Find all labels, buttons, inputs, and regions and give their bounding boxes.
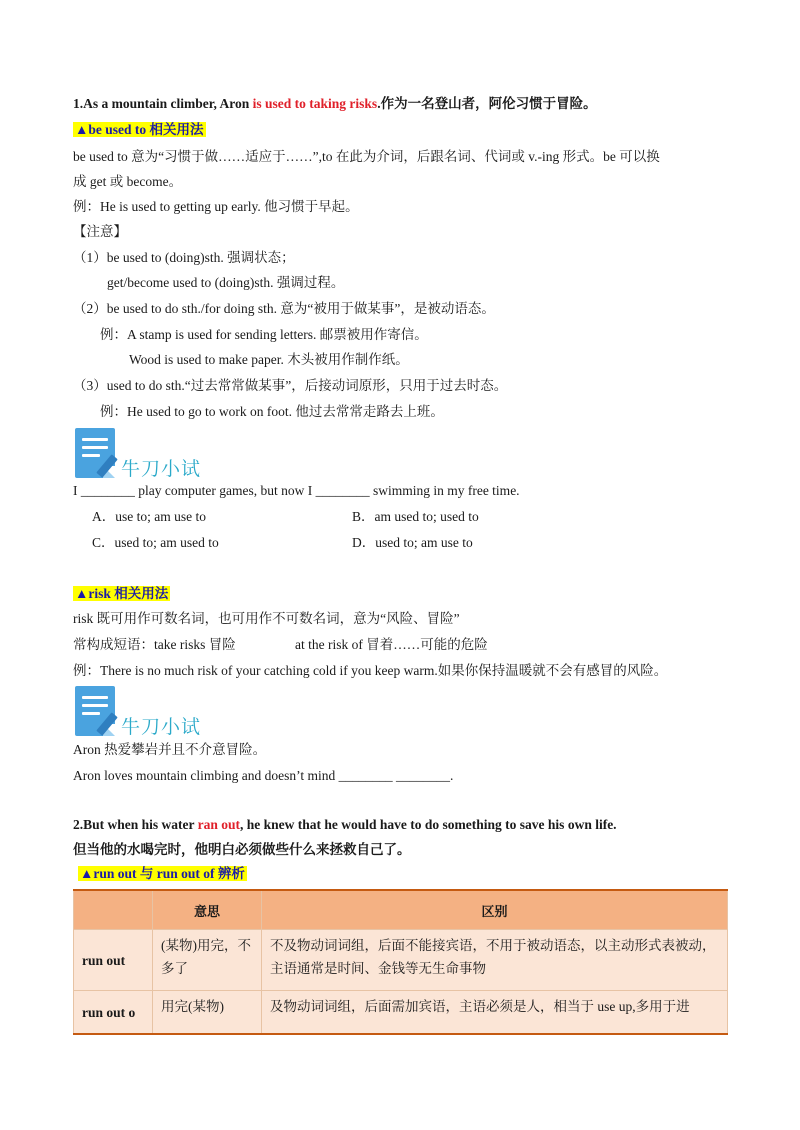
table-cell-meaning: 用完(某物) bbox=[153, 991, 262, 1035]
note-item: （2）be used to do sth./for doing sth. 意为“被用于做某事”，是被动语态。 bbox=[73, 301, 495, 316]
comparison-table bbox=[73, 889, 728, 1035]
paragraph: 成 get 或 become。 bbox=[73, 174, 183, 189]
table-header: 意思 bbox=[153, 890, 262, 930]
table-header: 区别 bbox=[262, 890, 728, 930]
table-cell-diff: 不及物动词词组，后面不能接宾语，不用于被动语态，以主动形式表被动，主语通常是时间、金钱等无生命事物 bbox=[262, 930, 728, 991]
question: Aron loves mountain climbing and doesn’t mind ________ ________. bbox=[73, 768, 454, 783]
note-item: （3）used to do sth.“过去常常做某事”，后接动词原形，只用于过去时态。 bbox=[73, 378, 508, 393]
option-d: D．used to; am use to bbox=[352, 535, 473, 550]
example: Wood is used to make paper. 木头被用作制作纸。 bbox=[129, 352, 409, 367]
notepad-icon bbox=[75, 428, 115, 478]
option-b: B．am used to; used to bbox=[352, 509, 479, 524]
phrase-2: at the risk of 冒着……可能的危险 bbox=[295, 637, 488, 652]
heading-be-used-to: ▲be used to 相关用法 bbox=[75, 122, 204, 137]
table-header-row bbox=[74, 890, 728, 930]
notepad-icon bbox=[75, 686, 115, 736]
table-cell-term: run out bbox=[74, 930, 153, 991]
example: 例：There is no much risk of your catching cold if you keep warm.如果你保持温暖就不会有感冒的风险。 bbox=[73, 663, 668, 678]
paragraph: be used to 意为“习惯于做……适应于……”,to 在此为介词，后跟名词、代词或 v.-ing 形式。be 可以换 bbox=[73, 149, 660, 164]
example: 例：A stamp is used for sending letters. 邮票被用作寄信。 bbox=[100, 327, 428, 342]
key-phrase: is used to taking risks bbox=[252, 96, 378, 111]
table-cell-diff: 及物动词词组，后面需加宾语，主语必须是人，相当于 use up,多用于进 bbox=[262, 991, 728, 1035]
section-2-translation: 但当他的水喝完时，他明白必须做些什么来拯救自己了。 bbox=[73, 842, 411, 857]
note-heading: 【注意】 bbox=[73, 224, 127, 239]
example: 例：He is used to getting up early. 他习惯于早起。 bbox=[73, 199, 359, 214]
heading-risk: ▲risk 相关用法 bbox=[75, 586, 169, 601]
practice-label: 牛刀小试 bbox=[121, 716, 202, 738]
option-a: A．use to; am use to bbox=[92, 509, 206, 524]
section-2-title: 2.But when his water ran out, he knew that he would have to do something to save his own life. bbox=[73, 817, 617, 832]
table-cell-meaning: (某物)用完，不多了 bbox=[153, 930, 262, 991]
option-c: C．used to; am used to bbox=[92, 535, 219, 550]
heading-run-out: ▲run out 与 run out of 辨析 bbox=[80, 866, 245, 881]
example: 例：He used to go to work on foot. 他过去常常走路去上班。 bbox=[100, 404, 444, 419]
table-row bbox=[74, 930, 728, 991]
note-item: get/become used to (doing)sth. 强调过程。 bbox=[107, 275, 345, 290]
practice-badge bbox=[73, 428, 233, 484]
practice-badge bbox=[73, 686, 233, 742]
note-item: （1）be used to (doing)sth. 强调状态； bbox=[73, 250, 295, 265]
paragraph: risk 既可用作可数名词，也可用作不可数名词，意为“风险、冒险” bbox=[73, 611, 460, 626]
key-phrase: ran out bbox=[197, 817, 241, 832]
question: Aron 热爱攀岩并且不介意冒险。 bbox=[73, 742, 267, 757]
table-header bbox=[74, 890, 153, 930]
table-row bbox=[74, 991, 728, 1035]
table-cell-term: run out o bbox=[74, 991, 153, 1035]
practice-label: 牛刀小试 bbox=[121, 458, 202, 480]
question: I ________ play computer games, but now I ________ swimming in my free time. bbox=[73, 483, 520, 498]
section-1-title: 1.As a mountain climber, Aron is used to taking risks.作为一名登山者，阿伦习惯于冒险。 bbox=[73, 96, 597, 111]
phrase-1: 常构成短语：take risks 冒险 bbox=[73, 637, 236, 652]
